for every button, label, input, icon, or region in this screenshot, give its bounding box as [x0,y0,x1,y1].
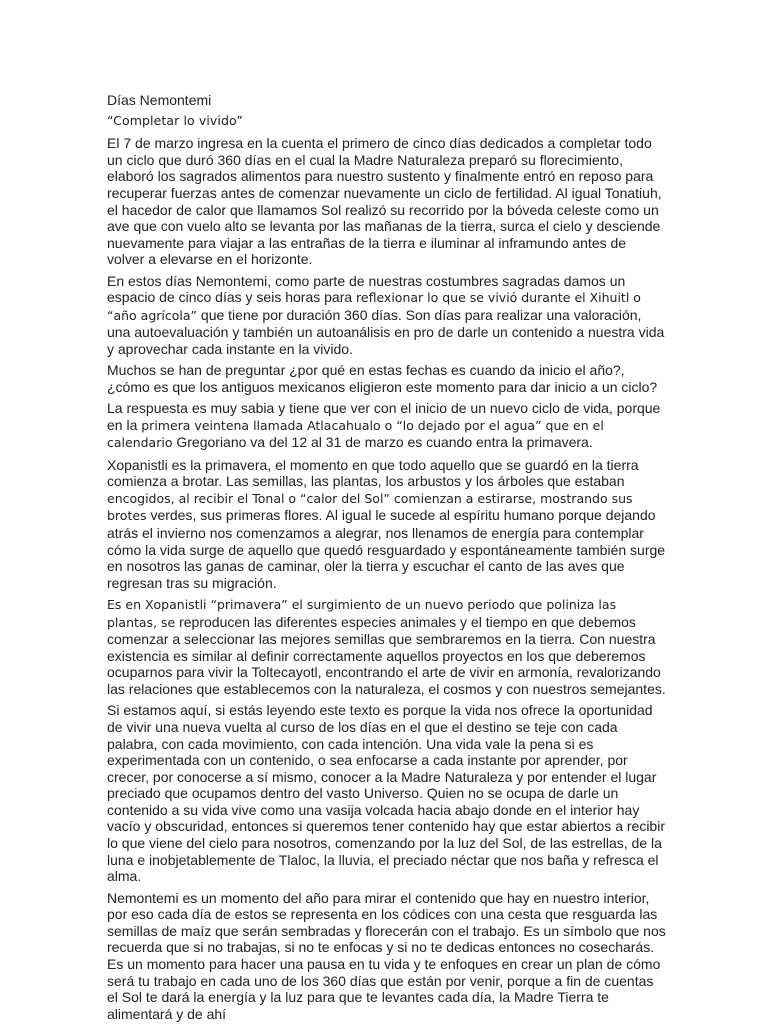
paragraph-5-part-c: verdes, sus primeras flores. Al igual le sucede al espíritu humano porque dejando atrás el invierno nos comenzamos a alegrar, nos llenamos de energía para contemplar cómo la vida surge de aquello que quedó resguardado y espontáneamente también surge en nosotros las ganas de caminar, oler la tierra y escuchar el canto de las aves que regresan tras su migración. [107,507,666,591]
paragraph-5-part-a: Xopanistli es la primavera, el momento en que todo aquello que se guardó en la tierra comienza a brotar. Las semillas, las plantas, los arbustos y los árboles que estaban [107,456,639,490]
paragraph-2-part-c: que tiene por duración 360 días. Son días para realizar una valoración, una autoevaluación y también un autoanálisis en pro de darle un contenido a nuestra vida y aprovechar cada instante en la vivido. [107,306,665,357]
document-title: Días Nemontemi [107,92,212,108]
paragraph-7: Si estamos aquí, si estás leyendo este texto es porque la vida nos ofrece la oportunidad de vivir una nueva vuelta al curso de los días en el que el destino se teje con cada palabra, con cada movimiento, con cada intención. Una vida vale la pena si es experimentada con un contenido, o sea enfocarse a cada instante por aprender, por crecer, por conocerse a sí mismo, conocer a la Madre Naturaleza y por entender el lugar preciado que ocupamos dentro del vasto Universo. Quien no se ocupa de darle un contenido a su vida vive como una vasija volcada hacia abajo donde en el interior hay vacío y obscuridad, entonces si queremos tener contenido hay que estar abiertos a recibir lo que viene del cielo para nosotros, comenzando por la luz del Sol, de las estrellas, de la luna e inobjetablemente de Tlaloc, la lluvia, el preciado néctar que nos baña y refresca el alma. [107,702,665,885]
paragraph-4-part-c: Gregoriano va del 12 al 31 de marzo es cuando entra la primavera. [172,434,593,451]
paragraph-6-part-c: reproducen las diferentes especies animales y el tiempo en que debemos comenzar a seleccionar las mejores semillas que sembraremos en la tierra. Con nuestra existencia es similar al definir correctamente aquellos proyectos en los que deberemos ocuparnos para vivir la Toltecayotl, encontrando el arte de vivir en armonía, revalorizando las relaciones que establecemos con la naturaleza, el cosmos y con nuestros semejantes. [107,613,666,698]
paragraph-4 [107,400,667,452]
document-page [107,92,667,1027]
paragraph-2 [107,273,667,358]
paragraph-6-part-b: Es en Xopanistli “primavera” el surgimiento de un nuevo periodo que poliniza las plantas, se [107,597,617,630]
paragraph-5-part-b: encogidos, al recibir el Tonal o “calor del Sol” comienzan a estirarse, mostrando sus brotes [107,490,633,524]
paragraph-2-part-b: reflexionar lo que se vivió durante el Xihuitl o “año agrícola” [107,290,641,323]
paragraph-4-part-b: primera veintena llamada Atlacahualo o “lo dejado por el agua” que en el calendario [107,417,604,451]
paragraph-2-part-a: En estos días Nemontemi, como parte de nuestras costumbres sagradas damos un espacio de cinco días y seis horas para [107,272,626,306]
paragraph-4-part-a: La respuesta es muy sabia y tiene que ver con el inicio de un nuevo ciclo de vida, porque en la [107,400,661,433]
document-subtitle: “Completar lo vivido” [107,112,243,128]
paragraph-1: El 7 de marzo ingresa en la cuenta el primero de cinco días dedicados a completar todo un ciclo que duró 360 días en el cual la Madre Naturaleza preparó su florecimiento, elaboró los sagrados alimentos para nuestro sustento y finalmente entró en reposo para recuperar fuerzas antes de comenzar nuevamente un ciclo de fertilidad. Al igual Tonatiuh, el hacedor de calor que llamamos Sol realizó su recorrido por la bóveda celeste como un ave que con vuelo alto se levanta por las mañanas de la tierra, surca el cielo y desciende nuevamente para viajar a las entrañas de la tierra e iluminar al inframundo antes de volver a elevarse en el horizonte. [107,135,662,268]
paragraph-5 [107,457,667,592]
paragraph-6 [107,596,667,698]
paragraph-8: Nemontemi es un momento del año para mirar el contenido que hay en nuestro interior, por eso cada día de estos se representa en los códices con una cesta que resguarda las semillas de maíz que serán sembradas y florecerán con el trabajo. Es un símbolo que nos recuerda que si no trabajas, si no te enfocas y si no te dedicas entonces no cosecharás. Es un momento para hacer una pausa en tu vida y te enfoques en crear un plan de cómo será tu trabajo en cada uno de los 360 días que están por venir, porque a fin de cuentas el Sol te dará la energía y la luz para que te levantes cada día, la Madre Tierra te alimentará y de ahí [107,889,666,1022]
paragraph-3: Muchos se han de preguntar ¿por qué en estas fechas es cuando da inicio el año?, ¿cómo es que los antiguos mexicanos eligieron este momento para dar inicio a un ciclo? [107,362,658,395]
